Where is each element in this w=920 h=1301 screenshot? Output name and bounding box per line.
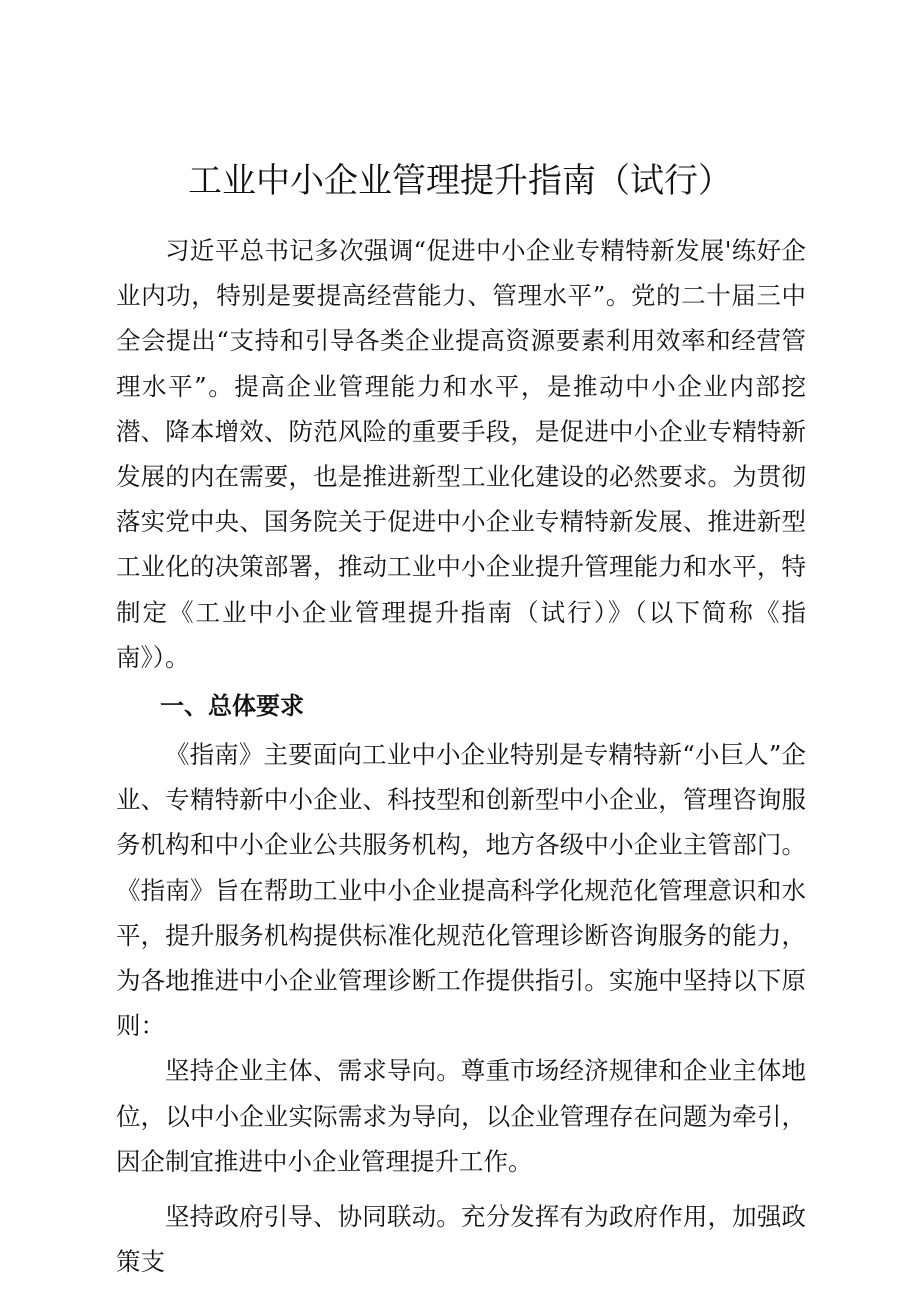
document-title: 工业中小企业管理提升指南（试行） [188,161,732,201]
section-heading: 一、总体要求 [160,692,304,721]
principle-paragraph: 坚持企业主体、需求导向。尊重市场经济规律和企业主体地位，以中小企业实际需求为导向，以企业管理存在问题为牵引，因企制宜推进中小企业管理提升工作。 [116,1056,806,1176]
principle-paragraph: 坚持政府引导、协同联动。充分发挥有为政府作用，加强政策支 [116,1202,806,1277]
body-paragraph: 《指南》主要面向工业中小企业特别是专精特新“小巨人”企业、专精特新中小企业、科技型和创新型中小企业，管理咨询服务机构和中小企业公共服务机构，地方各级中小企业主管部门。《指南》旨在帮助工业中小企业提高科学化规范化管理意识和水平，提升服务机构提供标准化规范化管理诊断咨询服务的能力，为各地推进中小企业管理诊断工作提供指引。实施中坚持以下原则： [116,740,806,1041]
document-body [116,228,806,1284]
intro-paragraph: 习近平总书记多次强调“促进中小企业专精特新发展'练好企业内功，特别是要提高经营能力、管理水平”。党的二十届三中全会提出“支持和引导各类企业提高资源要素利用效率和经营管理水平”。提高企业管理能力和水平，是推动中小企业内部挖潜、降本增效、防范风险的重要手段，是促进中小企业专精特新发展的内在需要，也是推进新型工业化建设的必然要求。为贯彻落实党中央、国务院关于促进中小企业专精特新发展、推进新型工业化的决策部署，推动工业中小企业提升管理能力和水平，特制定《工业中小企业管理提升指南（试行）》（以下简称《指南》）。 [116,236,806,672]
